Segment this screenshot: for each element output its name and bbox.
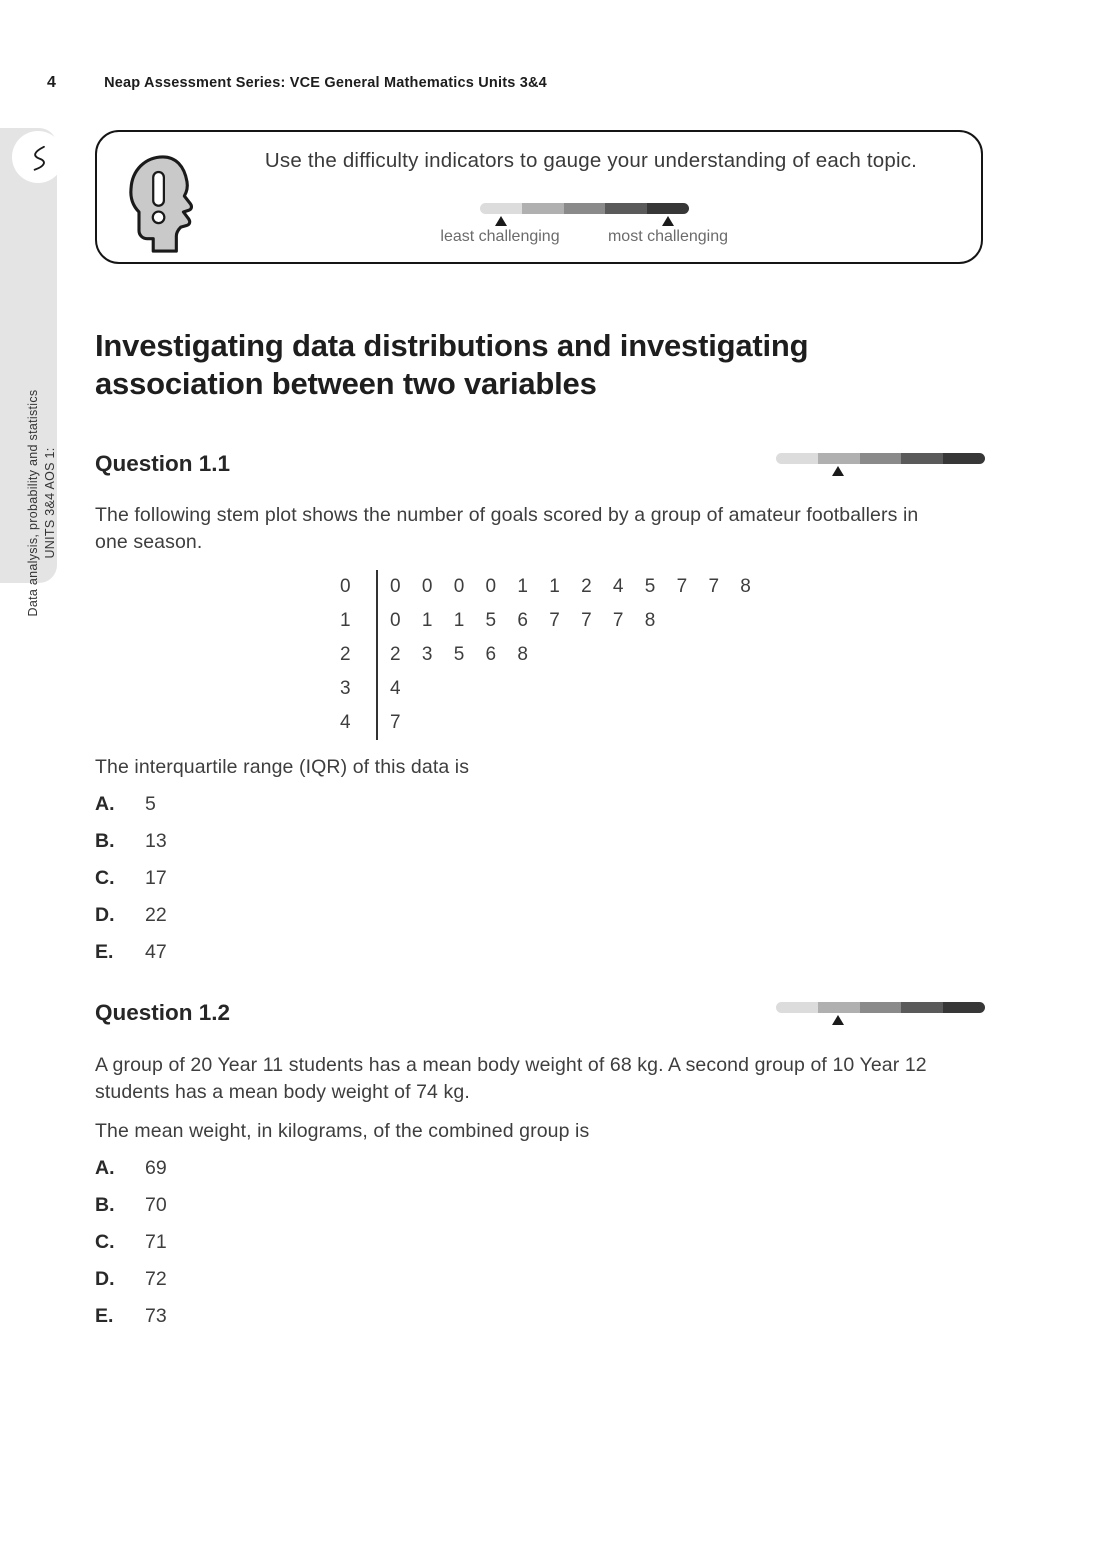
question-1-2-label: Question 1.2 <box>95 1000 231 1025</box>
question-1-1-options <box>95 793 985 963</box>
most-challenging-label: most challenging <box>607 228 729 245</box>
difficulty-segment <box>776 453 818 464</box>
stem-value: 1 <box>340 610 351 631</box>
option-letter: D. <box>95 904 115 926</box>
question-1-2-header <box>95 999 985 1028</box>
leaf-values: 0 0 0 0 1 1 2 4 5 7 7 8 <box>376 570 751 604</box>
stem-value: 3 <box>340 678 351 699</box>
difficulty-segment <box>860 1002 902 1013</box>
difficulty-segment <box>943 453 985 464</box>
option-letter: D. <box>95 1268 115 1290</box>
option-value: 22 <box>145 904 167 926</box>
option-letter: B. <box>95 1194 115 1216</box>
option-value: 73 <box>145 1305 167 1327</box>
section-side-tab <box>0 128 57 617</box>
question-1-1-label: Question 1.1 <box>95 451 231 476</box>
option-row <box>95 941 985 963</box>
difficulty-arrow-icon <box>832 466 844 476</box>
difficulty-segment <box>901 453 943 464</box>
option-letter: B. <box>95 830 115 852</box>
option-value: 70 <box>145 1194 167 1216</box>
option-letter: E. <box>95 1305 114 1327</box>
info-box-text: Use the difficulty indicators to gauge your understanding of each topic. <box>264 149 918 172</box>
option-row <box>95 1305 985 1327</box>
option-row <box>95 867 985 889</box>
stem-plot-row <box>340 706 985 740</box>
page-number: 4 <box>47 74 57 91</box>
difficulty-arrow-icon <box>832 1015 844 1025</box>
stem-plot-row <box>340 638 985 672</box>
stem-value: 4 <box>340 712 351 733</box>
option-row <box>95 1268 985 1290</box>
section-title: Investigating data distributions and investigating association between two variables <box>95 328 809 401</box>
question-1-2-options <box>95 1157 985 1327</box>
question-1-2-intro: A group of 20 Year 11 students has a mean body weight of 68 kg. A second group of 10 Year 12 students has a mean body weight of 74 kg. <box>95 1054 927 1103</box>
question-1-1-header <box>95 450 985 479</box>
option-row <box>95 904 985 926</box>
difficulty-gradient-bar <box>776 1002 985 1013</box>
difficulty-segment <box>818 1002 860 1013</box>
option-value: 47 <box>145 941 167 963</box>
distribution-curve-icon <box>21 140 55 174</box>
question-1-1-difficulty <box>776 453 985 479</box>
difficulty-segment <box>818 453 860 464</box>
question-1-1-prompt: The interquartile range (IQR) of this data is <box>95 756 470 778</box>
option-row <box>95 1194 985 1216</box>
stem-value: 2 <box>340 644 351 665</box>
question-1-1-intro: The following stem plot shows the number of goals scored by a group of amateur footballers in one season. <box>95 504 919 553</box>
stem-value: 0 <box>340 576 351 597</box>
stem-plot-row <box>340 604 985 638</box>
stem-plot-row <box>340 570 985 604</box>
least-challenging-label: least challenging <box>440 228 560 245</box>
option-value: 17 <box>145 867 167 889</box>
option-letter: A. <box>95 1157 115 1179</box>
option-row <box>95 793 985 815</box>
main-content <box>95 0 985 1342</box>
leaf-values: 7 <box>376 706 401 740</box>
difficulty-gradient-bar <box>776 453 985 464</box>
option-value: 13 <box>145 830 167 852</box>
difficulty-segment <box>860 453 902 464</box>
option-letter: C. <box>95 1231 115 1253</box>
option-row <box>95 1157 985 1179</box>
question-1-2-difficulty <box>776 1002 985 1028</box>
question-1-2-prompt: The mean weight, in kilograms, of the combined group is <box>95 1120 590 1142</box>
leaf-values: 2 3 5 6 8 <box>376 638 528 672</box>
stem-plot-row <box>340 672 985 706</box>
option-letter: E. <box>95 941 114 963</box>
option-letter: C. <box>95 867 115 889</box>
running-header-title: Neap Assessment Series: VCE General Mathematics Units 3&4 <box>104 75 547 91</box>
difficulty-segment <box>776 1002 818 1013</box>
option-row <box>95 1231 985 1253</box>
stem-plot <box>340 570 985 740</box>
section-tab-aos: UNITS 3&4 AOS 1: <box>43 447 57 559</box>
option-value: 5 <box>145 793 156 815</box>
section-tab-text <box>20 273 64 733</box>
difficulty-segment <box>901 1002 943 1013</box>
difficulty-segment <box>943 1002 985 1013</box>
option-row <box>95 830 985 852</box>
option-value: 72 <box>145 1268 167 1290</box>
option-letter: A. <box>95 793 115 815</box>
leaf-values: 4 <box>376 672 401 706</box>
option-value: 69 <box>145 1157 167 1179</box>
section-tab-badge <box>12 131 64 183</box>
section-tab-topic: Data analysis, probability and statistics <box>26 389 40 617</box>
option-value: 71 <box>145 1231 167 1253</box>
leaf-values: 0 1 1 5 6 7 7 7 8 <box>376 604 655 638</box>
